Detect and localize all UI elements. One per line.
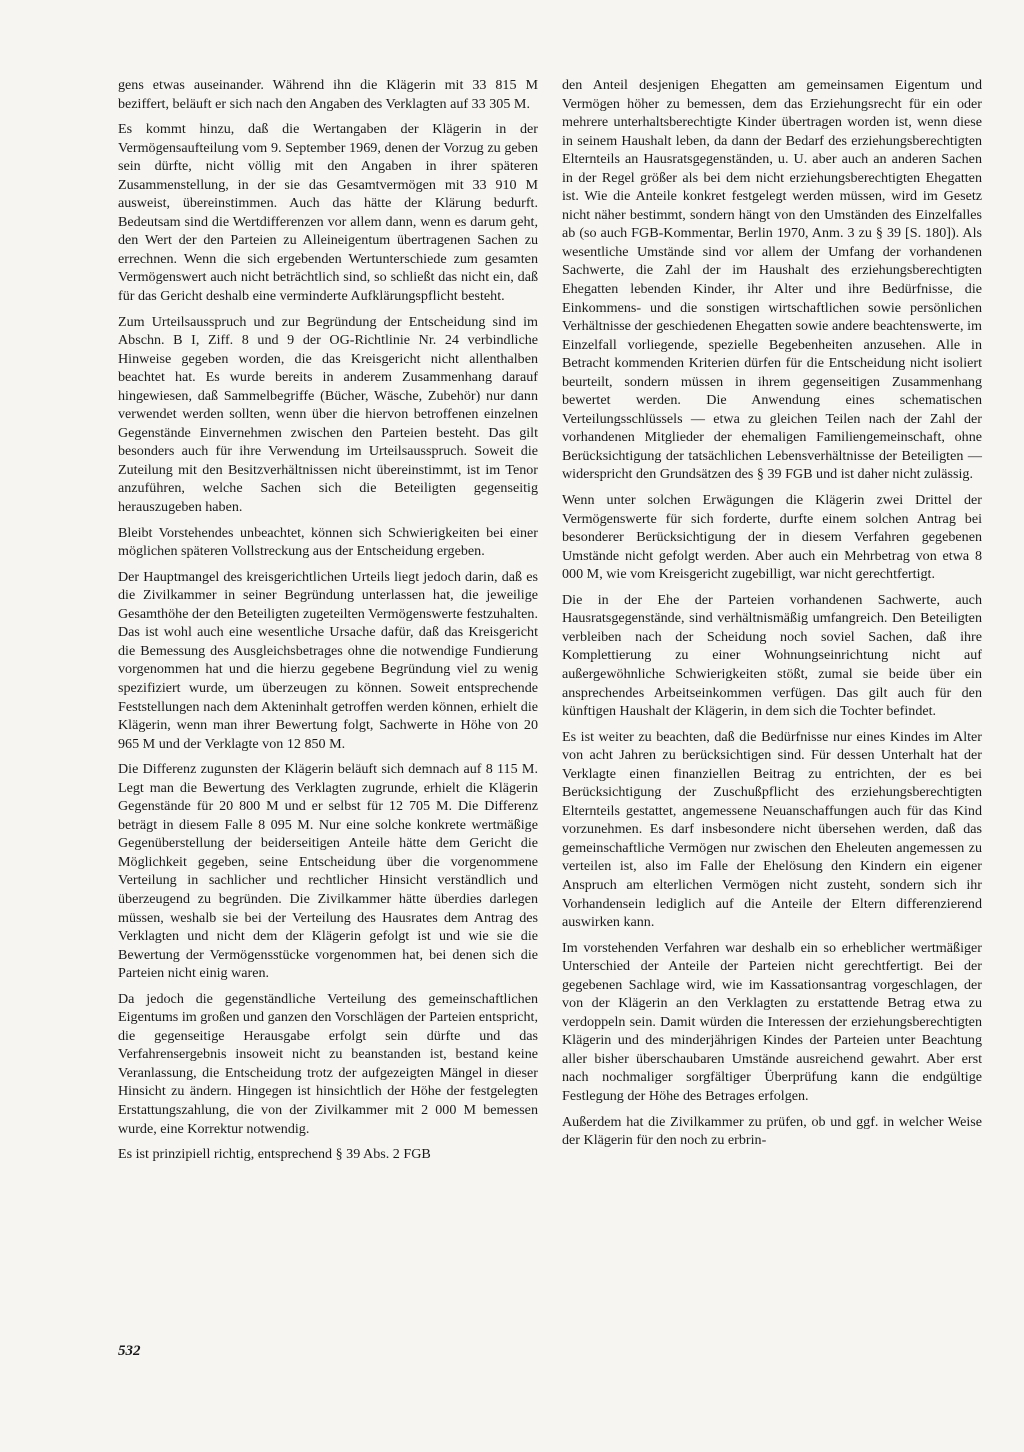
- paragraph: Es ist prinzipiell richtig, entsprechend § 39 Abs. 2 FGB: [118, 1146, 431, 1163]
- paragraph: Es ist weiter zu beachten, daß die Bedürfnisse nur eines Kindes im Alter von acht Jahren zu berücksichtigen sind. Für dessen Unterhalt hat der Verklagte einen finanziellen Beitrag zu entrichten, der es bei Berücksichtigung der Zuschußpflicht des erziehungsberechtigten Elternteils gestattet, angemessene Neuanschaffungen auch für das Kind vorzunehmen. Es darf insbesondere nicht übersehen werden, daß das gemeinschaftliche Vermögen nur zwischen den Eheleuten angemessen zu verteilen ist, also im Falle der Ehelösung den Kindern ein eigener Anspruch am elterlichen Vermögen nicht zusteht, sondern sich ihr Vorhandensein lediglich auf die Anteile der Eltern differenzierend auswirken kann.: [562, 728, 982, 931]
- paragraph: Im vorstehenden Verfahren war deshalb ein so erheblicher wertmäßiger Unterschied der Anteile der Parteien nicht gerechtfertigt. Bei der gegebenen Sachlage wird, wie im Kassationsantrag vorgeschlagen, der von der Klägerin an den Verklagten zu erstattende Betrag etwa zu verdoppeln sein. Damit würden die Interessen der erziehungsberechtigten Klägerin und des minderjährigen Kindes der Parteien unter Beachtung aller bisher überschaubaren Umstände ausreichend gewahrt. Aber erst nach nochmaliger sorgfältiger Überprüfung kann die endgültige Festlegung der Höhe des Betrages erfolgen.: [562, 939, 982, 1104]
- paragraph: Wenn unter solchen Erwägungen die Klägerin zwei Drittel der Vermögenswerte für sich forderte, durfte einem solchen Antrag bei besonderer Berücksichtigung der in diesem Verfahren gegebenen Umstände nicht gefolgt werden. Aber auch ein Mehrbetrag von etwa 8 000 M, wie vom Kreisgericht zugebilligt, war nicht gerechtfertigt.: [562, 492, 982, 583]
- paragraph: Da jedoch die gegenständliche Verteilung des gemeinschaftlichen Eigentums im großen und ganzen den Vorschlägen der Parteien entspricht, die gegenseitige Herausgabe erfolgt sein dürfte und das Verfahrensergebnis insoweit nicht zu beanstanden ist, bestand keine Veranlassung, die Entscheidung trotz der aufgezeigten Mängel in dieser Hinsicht zu ändern. Hingegen ist hinsichtlich der Höhe der festgelegten Erstattungszahlung, die von der Zivilkammer mit 2 000 M bemessen wurde, eine Korrektur notwendig.: [118, 990, 538, 1137]
- paragraph: Der Hauptmangel des kreisgerichtlichen Urteils liegt jedoch darin, daß es die Zivilkammer in seiner Begründung unterlassen hat, die jeweilige Gesamthöhe der den Beteiligten zugeteilten Vermögenswerte festzuhalten. Das ist wohl auch eine wesentliche Ursache dafür, daß das Kreisgericht die Bemessung des Ausgleichsbetrages ohne die notwendige Fundierung vorgenommen hat und die hierzu gegebene Begründung viel zu wenig spezifiziert wurde, um überzeugen zu können. Soweit entsprechende Feststellungen nach dem Akteninhalt getroffen werden können, erhielt die Klägerin, wenn man ihrer Bewertung folgt, Sachwerte in Höhe von 20 965 M und der Verklagte von 12 850 M.: [118, 568, 538, 752]
- paragraph: Bleibt Vorstehendes unbeachtet, können sich Schwierigkeiten bei einer möglichen späteren Vollstreckung aus der Entscheidung ergeben.: [118, 524, 538, 560]
- paragraph: gens etwas auseinander. Während ihn die Klägerin mit 33 815 M beziffert, beläuft er sich nach den Angaben des Verklagten auf 33 305 M.: [118, 77, 538, 112]
- page-number: 532: [118, 1343, 141, 1359]
- left-column: [118, 76, 538, 1171]
- paragraph: den Anteil desjenigen Ehegatten am gemeinsamen Eigentum und Vermögen höher zu bemessen, dem das Erziehungsrecht für ein oder mehrere unterhaltsberechtigte Kinder übertragen worden ist, wenn diese in seinem Haushalt leben, da dann der Bedarf des erziehungsberechtigten Elternteils an Hausratsgegenständen, u. U. aber auch an anderen Sachen in der Regel größer als bei dem nicht erziehungsberechtigten Ehegatten ist. Wie die Anteile konkret festgelegt werden müssen, wird im Gesetz nicht näher bestimmt, sondern hängt von den Umständen des Einzelfalles ab (so auch FGB-Kommentar, Berlin 1970, Anm. 3 zu § 39 [S. 180]). Als wesentliche Umstände sind vor allem der Umfang der vorhandenen Sachwerte, die Zahl der im Haushalt des erziehungsberechtigten Ehegatten lebenden Kinder, ihr Alter und ihre Bedürfnisse, die Einkommens- und die sonstigen wirtschaftlichen sowie persönlichen Verhältnisse der geschiedenen Ehegatten sowie andere beachtenswerte, im Einzelfall vorliegende, spezielle Begebenheiten anzusehen. Alle in Betracht kommenden Kriterien dürfen für die Entscheidung nicht isoliert beurteilt, sondern müssen in ihrem gegenseitigen Zusammenhang bewertet werden. Die Anwendung eines schematischen Verteilungsschlüssels — etwa zu gleichen Teilen nach der Zahl der vorhandenen Mitglieder der ehemaligen Familiengemeinschaft, ohne Berücksichtigung der tatsächlichen Lebensverhältnisse der Beteiligten — widerspricht den Grundsätzen des § 39 FGB und ist daher nicht zulässig.: [562, 77, 982, 483]
- paragraph: Außerdem hat die Zivilkammer zu prüfen, ob und ggf. in welcher Weise der Klägerin für den noch zu erbrin-: [562, 1113, 982, 1149]
- right-column: [562, 76, 982, 1157]
- paragraph: Zum Urteilsausspruch und zur Begründung der Entscheidung sind im Abschn. B I, Ziff. 8 und 9 der OG-Richtlinie Nr. 24 verbindliche Hinweise gegeben worden, die das Kreisgericht nicht allenthalben beachtet hat. Es wurde bereits in anderem Zusammenhang darauf hingewiesen, daß Sammelbegriffe (Bücher, Wäsche, Zubehör) nur dann verwendet werden sollten, wenn über die hiervon betroffenen einzelnen Gegenstände Einvernehmen zwischen den Parteien besteht. Das gilt besonders auch für ihre Verwendung im Urteilsausspruch. Soweit die Zuteilung mit den Besitzverhältnissen nicht übereinstimmt, ist im Tenor anzuführen, welche Sachen sich die Beteiligten gegenseitig herauszugeben haben.: [118, 313, 538, 516]
- paragraph: Die Differenz zugunsten der Klägerin beläuft sich demnach auf 8 115 M. Legt man die Bewertung des Verklagten zugrunde, erhielt die Klägerin Gegenstände für 20 800 M und er selbst für 12 705 M. Die Differenz beträgt in diesem Falle 8 095 M. Nur eine solche konkrete wertmäßige Gegenüberstellung der beiderseitigen Anteile hätte dem Gericht die Möglichkeit gegeben, seine Entscheidung über die vorgenommene Verteilung in sachlicher und rechtlicher Hinsicht verständlich und überzeugend zu begründen. Die Zivilkammer hätte überdies darlegen müssen, weshalb sie bei der Verteilung des Hausrates dem Antrag des Verklagten und nicht dem der Klägerin gefolgt ist und wie sie die Bewertung der Vermögensstücke vorgenommen hat, bei denen sich die Parteien nicht einig waren.: [118, 761, 538, 982]
- paragraph: Es kommt hinzu, daß die Wertangaben der Klägerin in der Vermögensaufteilung vom 9. September 1969, denen der Vorzug zu geben sein dürfte, nicht völlig mit den Angaben in ihrer späteren Zusammenstellung, in der sie das Gesamtvermögen mit 33 910 M ausweist, übereinstimmen. Auch das hätte der Klärung bedurft. Bedeutsam sind die Wertdifferenzen vor allem dann, wenn es darum geht, den Wert der den Parteien zu Alleineigentum übertragenen Sachen zu errechnen. Wenn die sich ergebenden Wertunterschiede zum gesamten Vermögenswert auch nicht beträchtlich sind, so schließt das nicht ein, daß für das Gericht deshalb eine verminderte Aufklärungspflicht besteht.: [118, 121, 538, 305]
- paragraph: Die in der Ehe der Parteien vorhandenen Sachwerte, auch Hausratsgegenstände, sind verhältnismäßig umfangreich. Den Beteiligten verbleiben nach der Scheidung noch soviel Sachen, daß ihre Komplettierung zu einer Wohnungseinrichtung nicht auf außergewöhnliche Schwierigkeiten stößt, zumal sie beide über ein ansprechendes Arbeitseinkommen verfügen. Das gilt auch für den künftigen Haushalt der Klägerin, in dem sich die Tochter befindet.: [562, 591, 982, 720]
